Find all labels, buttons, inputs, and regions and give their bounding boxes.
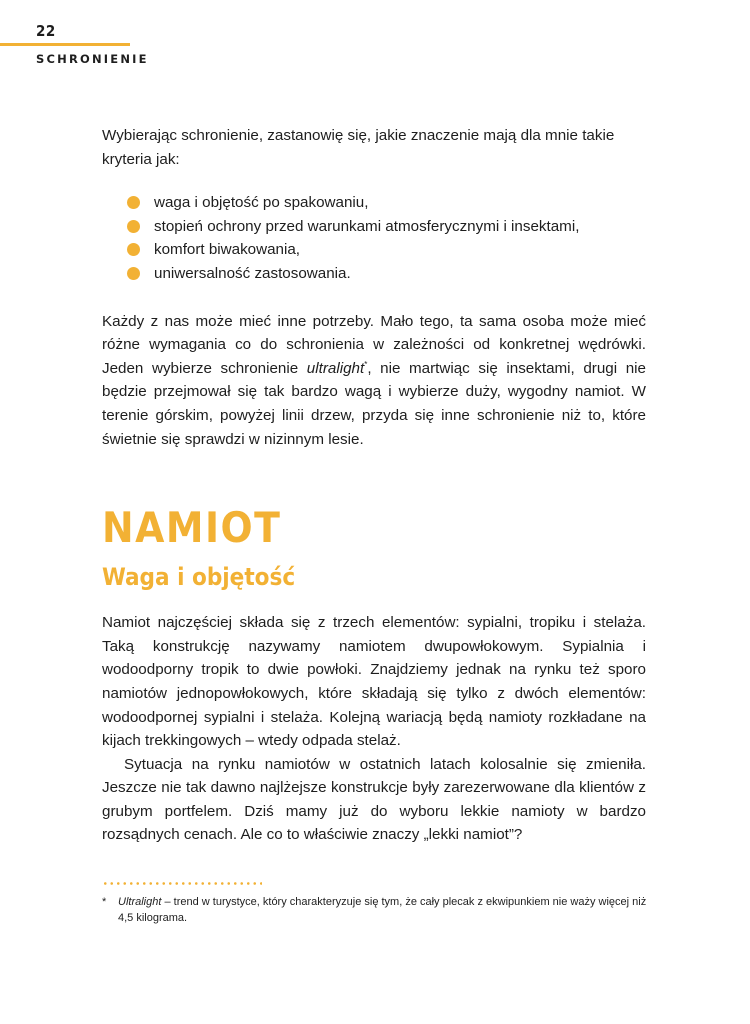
list-item [102,215,646,239]
page-number: 22 [36,22,56,40]
section-title: NAMIOT [102,503,282,553]
footnote-term: Ultralight [118,896,162,908]
criteria-list [102,191,646,285]
footnote-text [102,895,650,926]
footnote-mark: * [102,896,107,908]
bullet-dot-icon [127,220,140,233]
footnote-marker: * [364,359,368,369]
list-item-text: waga i objętość po spakowaniu, [154,194,369,212]
bullet-dot-icon [127,243,140,256]
main-content [102,124,646,847]
intro-paragraph: Wybierając schronienie, zastanowię się, jakie znaczenie mają dla mnie takie kryteria jak: [102,127,615,168]
list-item [102,262,646,286]
list-item [102,191,646,215]
ultralight-term: ultralight [306,359,365,377]
tent-paragraph-1: Namiot najczęściej składa się z trzech elementów: sypialni, tropiku i stelaża. Taką konstrukcję nazywamy namiotem dwupowłokowym. Sypialnia i wodoodporny tropik to dwie powłoki. Znajdziemy jednak na rynku też sporo namiotów jednopowłokowych, które składają się tylko z dwóch elementów: wodoodpornej sypialni i stelaża. Kolejną wariacją będą namioty rozkładane na kijach trekkingowych – wtedy odpada stelaż. [102,614,646,750]
header-rule [0,43,130,46]
needs-text-1: Każdy z nas może mieć inne potrzeby. Mało tego, ta sama osoba może mieć różne wymagania co do schronienia w zależności od konkretnej wędrówki. Jeden wybierze schronienie [102,312,646,377]
footnote [102,895,650,926]
list-item-text: stopień ochrony przed warunkami atmosferycznymi i insektami, [154,217,580,235]
needs-text-2: , nie martwiąc się insektami, drugi nie będzie przejmował się tak bardzo wagą i wybierze duży, wygodny namiot. W terenie górskim, powyżej linii drzew, przyda się inne schronienie niż to, które świetnie się sprawdzi w nizinnym lesie. [102,359,647,448]
needs-paragraph [102,310,646,452]
footnote-divider [102,882,262,885]
section-subtitle: Waga i objętość [102,563,296,592]
list-item-text: komfort biwakowania, [154,241,301,259]
tent-paragraph-2: Sytuacja na rynku namiotów w ostatnich latach kolosalnie się zmieniła. Jeszcze nie tak dawno najlżejsze konstrukcje były zarezerwowane dla klientów z grubym portfelem. Dziś mamy już do wyboru lekkie namioty w bardzo rozsądnych cenach. Ale co to właściwie znaczy „lekki namiot”? [102,755,646,844]
running-head: SCHRONIENIE [36,52,149,66]
bullet-dot-icon [127,267,140,280]
bullet-dot-icon [127,196,140,209]
list-item-text: uniwersalność zastosowania. [154,264,351,282]
footnote-definition: – trend w turystyce, który charakteryzuje się tym, że cały plecak z ekwipunkiem nie waży więcej niż 4,5 kilograma. [118,896,647,924]
list-item [102,238,646,262]
